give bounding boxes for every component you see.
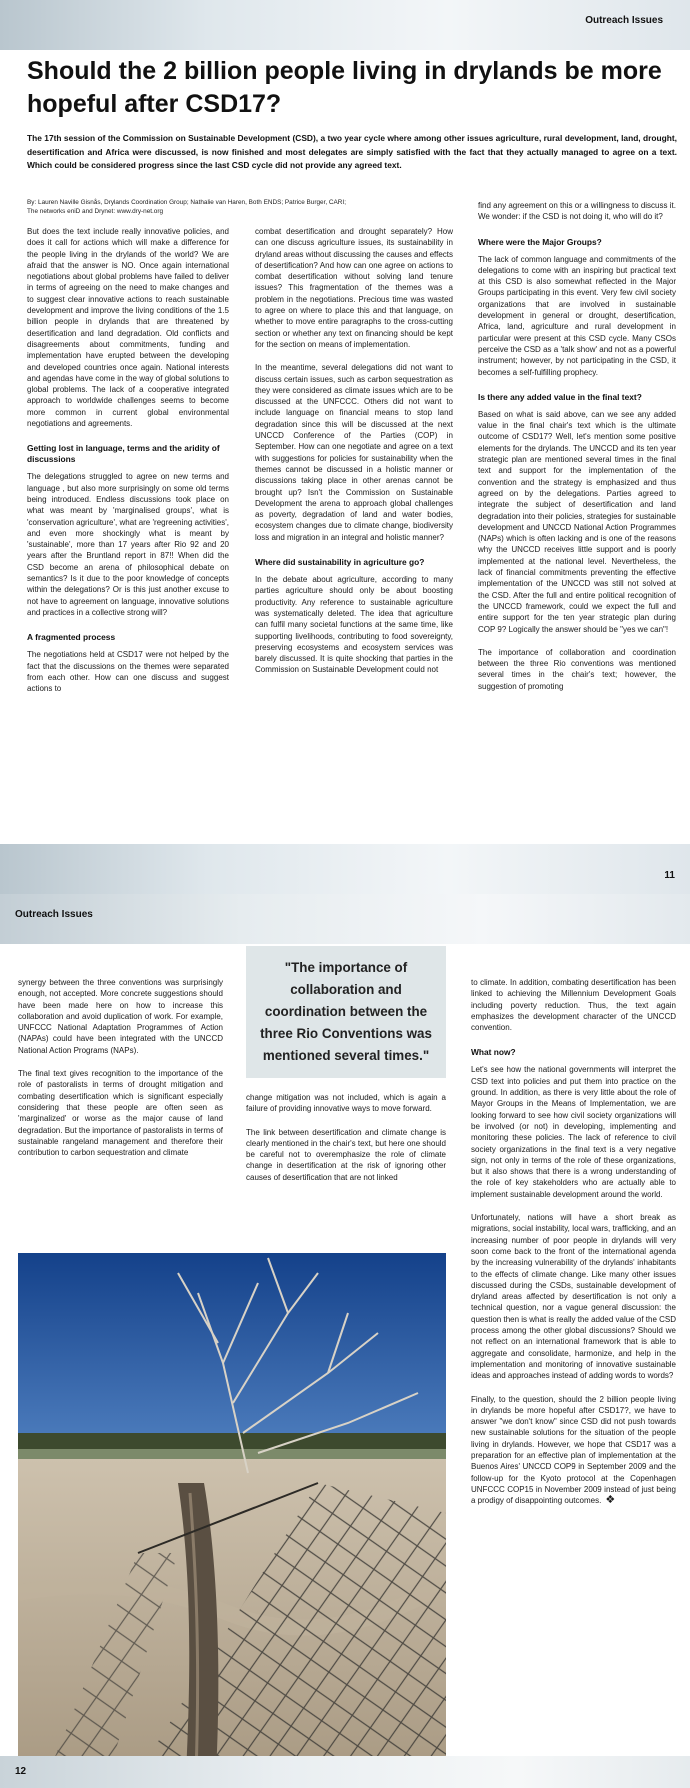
byline: [27, 198, 437, 216]
subheading: A fragmented process: [27, 632, 116, 643]
page-number: 11: [664, 870, 675, 881]
column-1: [27, 226, 229, 706]
dry-lake-fence-photo: [18, 1253, 446, 1774]
paragraph: to climate. In addition, combating desertification has been linked to achieving the Millennium Development Goals including poverty reduction. Thus, the text again emphasizes the development character of the UNCCD convention.: [471, 978, 676, 1033]
byline-authors: By: Lauren Naville Gisnås, Drylands Coordination Group; Nathalie van Haren, Both ENDS; Patrice Burger, CARI;: [27, 199, 346, 206]
page-number: 12: [15, 1766, 27, 1777]
section-label: Outreach Issues: [15, 909, 93, 920]
header-band: [0, 894, 690, 944]
paragraph: Based on what is said above, can we see any added value in the final chair's text which is the ultimate outcome of CSD17? Well, let's mention some positive elements for the drylands. The UNCCD and its ten year strategic plan are mentioned several times in the final text and support for the implementation of the convention and the strategy is emphasized and thus agreed on by the delegations. Parties agreed to integrate the subject of desertification and land degradation into their policies, strategies for sustainable development and UNCCD National Action Programmes (NAPs) which is often lacking and is one of the reasons why the UNCCD receives little support and is poorly implemented at the national level. Nevertheless, the lack of financial commitments preventing the effective implementation of the UNCCD was still not solved at the CSD. After the full and entire political recognition of the UNCCD framework, could we expect the full and entire support for the ten year strategic plan during COP 9? Logically the answer should be "yes we can"!: [478, 409, 676, 634]
paragraph: The delegations struggled to agree on new terms and language , but also more surprisingly on some old terms being introduced. Endless discussions took place on what was meant by 'marginalised groups', what is 'conservation agriculture', what are 'regreening activities', and even more shockingly what is meant by 'sustainable', more than 17 years after Rio 92 and 20 years after the Bruntland report in 87!! When did the CSD become an arena of philosophical debate on semantics? Is it due to the poor knowledge of concepts within the delegations? Or is this just another excuse to not have to agreement on language, innovative solutions and practices in a collective strong will?: [27, 472, 229, 617]
page12-column-2: [246, 1092, 446, 1195]
paragraph: find any agreement on this or a willingness to discuss it. We wonder: if the CSD is not doing it, who will do it?: [478, 201, 676, 222]
column-2: [255, 226, 453, 688]
byline-networks: The networks eniD and Drynet: www.dry-net.org: [27, 208, 164, 215]
paragraph: [471, 1394, 676, 1507]
paragraph: The lack of common language and commitments of the delegations to come with an inspiring but practical text at this CSD is also somewhat reflected in the Major Groups participating in this event. Very few civil society organizations that are involved in sustainable development in general or drought, desertification, Africa, land, agriculture and rural development in particular were present at this CSD cycle. Many CSOs perceive the CSD as a 'talk show' and not as a powerful instrument; however, by not participating in the CSD, it becomes a self-fulfilling prophecy.: [478, 254, 676, 377]
article-title: Should the 2 billion people living in drylands be more hopeful after CSD17?: [27, 57, 662, 118]
paragraph: change mitigation was not included, which is again a failure of providing innovative ways to move forward.: [246, 1093, 446, 1114]
subheading: Where were the Major Groups?: [478, 236, 602, 247]
footer-band: [0, 844, 690, 894]
subheading: Is there any added value in the final text?: [478, 391, 642, 402]
paragraph: The importance of collaboration and coordination between the three Rio conventions was mentioned several times in the chair's text; however, the suggestion of promoting: [478, 647, 676, 691]
paragraph: But does the text include really innovative policies, and does it call for actions which will make a difference for the people living in the drylands of the world? We are afraid that the answer is NO. Once again international negotiations about global problems have failed to deliver in terms of agreeing on the need to make changes and to suggest clear innovative actions to reach sustainable development and improve the living conditions of the 1.5 billion people in drylands that are threatened by desertification and land degradation. Old conflicts and disagreements about commitments, funding and implementation have erupted between the developing and developed countries once again. National interests and agendas have come in the way of global solutions to global problems. The lack of a cooperative integrated approach to worldwide challenges seems to become more common in current global environmental negotiations and agreements.: [27, 227, 229, 429]
page12-column-1: [18, 977, 223, 1170]
page12-column-3: [471, 977, 676, 1518]
paragraph: The link between desertification and climate change is clearly mentioned in the chair's text, but here one should be careful not to overemphasize the role of climate change in desertification at the risk of ignoring other causes of desertification that are not linked: [246, 1127, 446, 1182]
paragraph: Unfortunately, nations will have a short break as migrations, social instability, local wars, trafficking, and an increasing number of poor people in drylands will very soon come back to the front of the international agenda by the increasing vulnerability of the drylands' inhabitants to the effects of climate change. Like many other issues discussed during the CSDs, sustainable development of dryland areas affected by desertification is not only a technical question, nor a vague general discussion: the question then is what is really the added value of the CSD process among the other global discussions? Should we not reflect on an international framework that is able to aggregate and consolidate, harmonize, and help in the implementation and monitoring of innovative sustainable ideas and approaches instead of adding words to words?: [471, 1213, 677, 1381]
paragraph-text: Finally, to the question, should the 2 billion people living in drylands be more hopeful after CSD17?, we have to answer "we don't know" since CSD did not push towards new sustainable solutions for the situation of the people living in drylands. However, we hope that CSD17 was a preparation for an effective plan of implementation at the Buenos Aires' UNCCD COP9 in September 2009 and the follow-up for the Kyoto protocol at the Copenhagen UNFCCC COP15 in November 2009 instead of just being a prodigy of disappointing outcomes.: [471, 1394, 676, 1506]
paragraph: In the debate about agriculture, according to many parties agriculture should only be about boosting productivity. Any reference to sustainable agriculture was systematically deleted. The idea that agriculture can fulfil many societal functions at the same time, like supporting livelihoods, contributing to food sovereignty, preserving ecosystems and ecosystem services was barely discussed. It is quite shocking that parties in the Commission on Sustainable Development could not: [255, 575, 453, 675]
paragraph: Let's see how the national governments will interpret the CSD text into policies and put them into practice on the ground. In addition, as there is very little about the role of Mayor Groups in the Means of Implementation, we are looking forward to see how civil society organizations will be involved (or not) in developing, implementing and monitoring these policies. The lack of reference to civil society organizations in the final text is a very negative sign, not only in terms of the role of these organizations, but it also shows that there is a wrong understanding of the role of key stakeholders who are actually able to implement sustainable development around the world.: [471, 1065, 676, 1199]
section-label: Outreach Issues: [585, 15, 663, 26]
paragraph: The final text gives recognition to the importance of the role of pastoralists in terms of drought mitigation and combating desertification which is significant especially considering that these people are often seen as 'marginalized' or worse as the major cause of land degradation. But the importance of pastoralists in terms of sustainable rangeland management and therefore their contribution to carbon sequestration and climate: [18, 1069, 223, 1158]
paragraph: synergy between the three conventions was surprisingly enough, not accepted. More concrete suggestions should have been made here on how to increase this collaboration and avoid duplication of work. For example, UNFCCC National Adaptation Programmes of Action (NAPAs) could have been integrated with the UNCCD National Action Programs (NAPs).: [18, 978, 223, 1055]
subheading: What now?: [471, 1047, 516, 1058]
subheading: Getting lost in language, terms and the aridity of discussions: [27, 443, 220, 465]
end-mark-icon: ❖: [605, 1494, 616, 1507]
paragraph: In the meantime, several delegations did not want to discuss certain issues, such as carbon sequestration as they were considered as climate issues which are to be discussed at the UNFCCC. Others did not want to include language on financial means to stop land degradation since this will be discussed at the next UNCCD Conference of the Parties (COP) in September. How can one negotiate and agree on a text with suggestions for policies for sustainability when the themes cannot be discussed in a holistic manner or discussions taking place in other arenas cannot be brought up? Isn't the Commission on Sustainable Development the arena to approach global challenges as poverty, degradation of land and water bodies, ecosystem changes due to climate change, biodiversity loss and migration in an integral and holistic manner?: [255, 363, 453, 542]
pull-quote: "The importance of collaboration and coordination between the three Rio Conventions was mentioned several times.": [246, 946, 446, 1078]
subheading: Where did sustainability in agriculture go?: [255, 557, 425, 568]
footer-band: [0, 1756, 690, 1788]
paragraph: combat desertification and drought separately? How can one discuss agriculture issues, its sustainability in dryland areas without discussing the causes and effects of desertification? And how can one agree on actions to combat desertification without solving land tenure issues? This fragmentation of the themes was a problem in the negotiations. Precious time was wasted to agree on where to place this and that language, on whether to move entire paragraphs to the cross-cutting section or whether any text on financing should be kept for the section on means of implementation.: [255, 227, 453, 349]
column-3: [478, 200, 676, 704]
paragraph: The negotiations held at CSD17 were not helped by the fact that the discussions on the themes were separated from each other. How can one discuss and suggest actions to: [27, 650, 229, 694]
article-lead: The 17th session of the Commission on Sustainable Development (CSD), a two year cycle where among other issues agriculture, rural development, land, drought, desertification and Africa were discussed, is now finished and most delegates are simply satisfied with the fact that they actually managed to agree on a text. Which could be considered progress since the last CSD cycle did not provide any agreed text.: [27, 133, 677, 171]
